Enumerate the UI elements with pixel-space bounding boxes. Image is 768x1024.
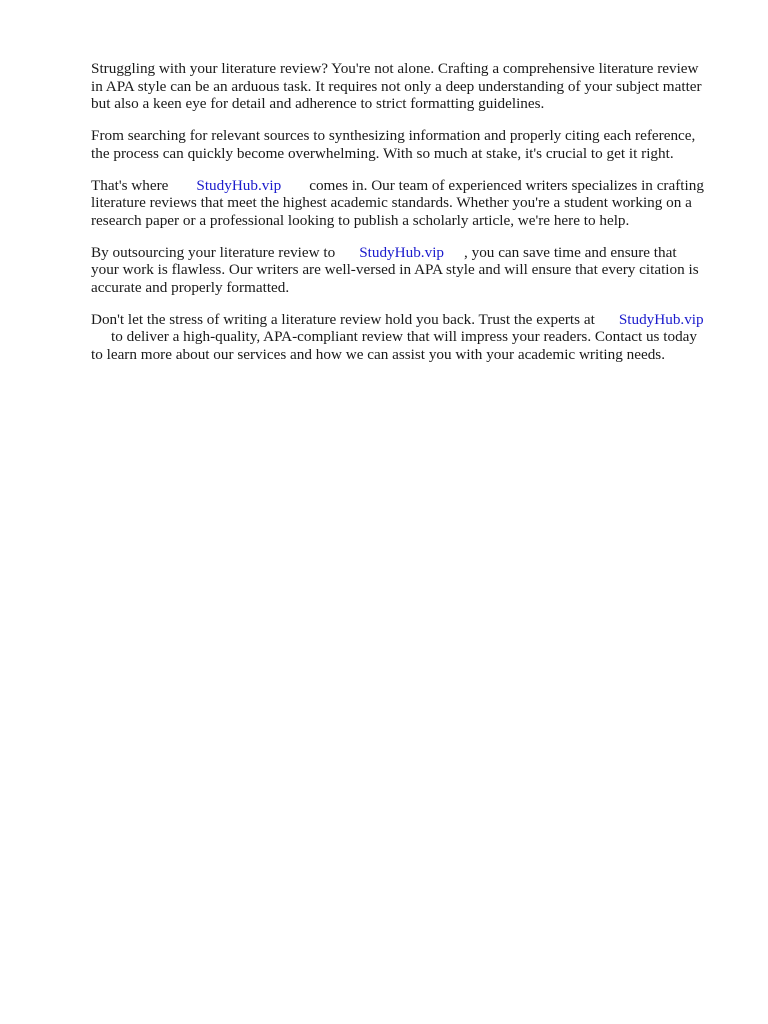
text-segment: Don't let the stress of writing a literature review hold you back. Trust the experts at xyxy=(91,310,595,328)
text-line: the process can quickly become overwhelming. With so much at stake, it's crucial to get it right. xyxy=(91,144,674,162)
text-line: to learn more about our services and how we can assist you with your academic writing needs. xyxy=(91,345,666,363)
text-segment: , you can save time and ensure that xyxy=(464,243,677,261)
text-line xyxy=(91,328,721,346)
text-line: your work is flawless. Our writers are well-versed in APA style and will ensure that every citation is xyxy=(91,261,699,278)
text-segment: comes in. Our team of experienced writers specializes in crafting xyxy=(309,176,704,194)
text-segment: to deliver a high-quality, APA-compliant review that will impress your readers. Contact us today xyxy=(111,328,697,345)
text-line: literature reviews that meet the highest academic standards. Whether you're a student working on a xyxy=(91,194,692,211)
paragraph-process xyxy=(91,127,721,162)
text-segment: By outsourcing your literature review to xyxy=(91,243,336,261)
text-line xyxy=(91,177,721,195)
text-line xyxy=(91,311,721,329)
studyhub-link[interactable]: StudyHub.vip xyxy=(196,176,282,194)
studyhub-link[interactable]: StudyHub.vip xyxy=(359,243,445,261)
studyhub-link[interactable]: StudyHub.vip xyxy=(618,310,704,328)
text-line: in APA style can be an arduous task. It requires not only a deep understanding of your subject matter xyxy=(91,77,702,95)
text-line: accurate and properly formatted. xyxy=(91,278,290,296)
paragraph-closing xyxy=(91,311,721,364)
paragraph-outsourcing xyxy=(91,244,721,297)
text-line: From searching for relevant sources to synthesizing information and properly citing each reference, xyxy=(91,127,696,144)
text-segment: That's where xyxy=(91,176,169,194)
text-line xyxy=(91,244,721,262)
paragraph-thats-where xyxy=(91,177,721,230)
document-body xyxy=(91,60,721,378)
paragraph-intro xyxy=(91,60,721,113)
text-line: Struggling with your literature review? You're not alone. Crafting a comprehensive literature review xyxy=(91,60,699,77)
text-line: research paper or a professional looking to publish a scholarly article, we're here to help. xyxy=(91,211,630,229)
text-line: but also a keen eye for detail and adherence to strict formatting guidelines. xyxy=(91,95,545,112)
